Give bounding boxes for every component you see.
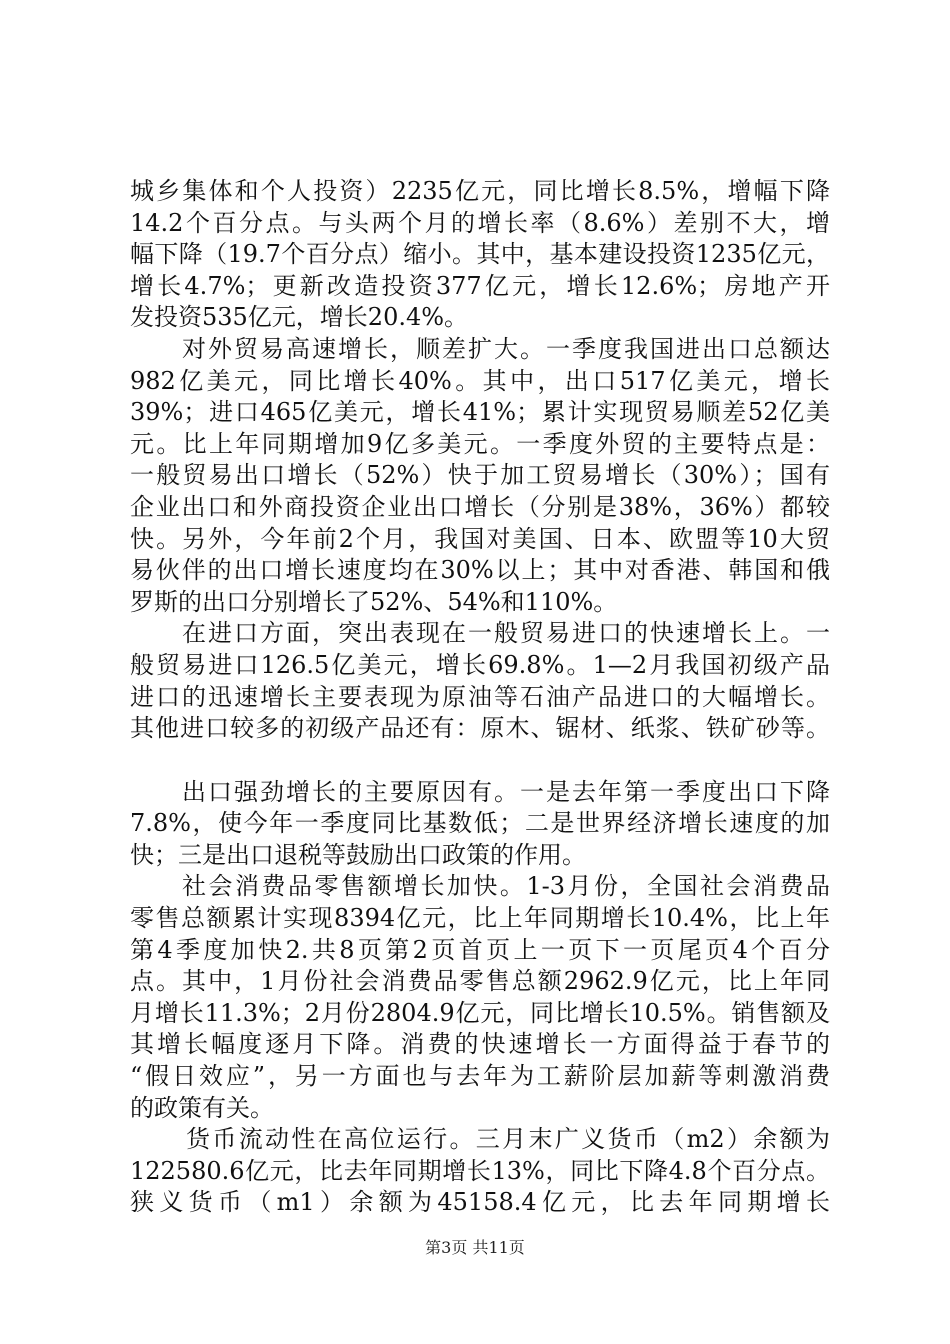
text-line: 的政策有关。 (130, 1093, 274, 1122)
document-body (130, 176, 830, 1219)
text-line: 点。其中，1月份社会消费品零售总额2962.9亿元，比上年同 (130, 967, 830, 996)
text-line: 982亿美元，同比增长40%。其中，出口517亿美元，增长 (130, 366, 830, 395)
text-line: 一般贸易出口增长（52%）快于加工贸易增长（30%）；国有 (130, 461, 830, 490)
text-line: 快；三是出口退税等鼓励出口政策的作用。 (130, 840, 586, 869)
text-line: 城乡集体和个人投资）2235亿元，同比增长8.5%，增幅下降 (130, 177, 830, 205)
text-line: 易伙伴的出口增长速度均在30%以上；其中对香港、韩国和俄 (130, 556, 830, 585)
text-line: 在进口方面，突出表现在一般贸易进口的快速增长上。一 (182, 619, 830, 648)
text-line: 39%；进口465亿美元，增长41%；累计实现贸易顺差52亿美 (130, 398, 830, 427)
text-line: 进口的迅速增长主要表现为原油等石油产品进口的大幅增长。 (130, 682, 830, 711)
text-line: 货币流动性在高位运行。三月末广义货币（m2）余额为 (186, 1125, 830, 1154)
text-line: 快。另外，今年前2个月，我国对美国、日本、欧盟等10大贸 (130, 524, 830, 553)
text-line: 月增长11.3%；2月份2804.9亿元，同比增长10.5%。销售额及 (130, 998, 830, 1027)
text-line: 幅下降（19.7个百分点）缩小。其中，基本建设投资1235亿元， (130, 240, 830, 269)
text-line: 零售总额累计实现8394亿元，比上年同期增长10.4%，比上年 (130, 904, 830, 933)
paragraph-gap (130, 745, 830, 777)
text-line: 其增长幅度逐月下降。消费的快速增长一方面得益于春节的 (130, 1030, 830, 1059)
text-line: 第4季度加快2.共8页第2页首页上一页下一页尾页4个百分 (130, 935, 830, 964)
text-line: 其他进口较多的初级产品还有：原木、锯材、纸浆、铁矿砂等。 (130, 714, 830, 743)
text-line: 罗斯的出口分别增长了52%、54%和110%。 (130, 587, 618, 616)
text-line: 企业出口和外商投资企业出口增长（分别是38%，36%）都较 (130, 492, 830, 521)
text-line: 对外贸易高速增长，顺差扩大。一季度我国进出口总额达 (182, 334, 830, 363)
text-line: 7.8%，使今年一季度同比基数低；二是世界经济增长速度的加 (130, 809, 830, 838)
text-line: “假日效应”，另一方面也与去年为工薪阶层加薪等刺激消费 (130, 1062, 830, 1091)
page-footer: 第3页 共11页 (425, 1238, 525, 1257)
text-line: 出口强劲增长的主要原因有。一是去年第一季度出口下降 (182, 777, 830, 806)
text-line: 元。比上年同期增加9亿多美元。一季度外贸的主要特点是： (130, 429, 830, 458)
text-line: 般贸易进口126.5亿美元，增长69.8%。1—2月我国初级产品 (130, 650, 830, 679)
text-line: 14.2个百分点。与头两个月的增长率（8.6%）差别不大，增 (130, 208, 830, 237)
text-line: 社会消费品零售额增长加快。1-3月份，全国社会消费品 (182, 872, 830, 901)
text-line: 122580.6亿元，比去年同期增长13%，同比下降4.8个百分点。 (130, 1156, 830, 1185)
text-line: 狭义货币（m1）余额为45158.4亿元，比去年同期增长 (130, 1188, 830, 1217)
text-line: 发投资535亿元，增长20.4%。 (130, 303, 469, 332)
text-line: 增长4.7%；更新改造投资377亿元，增长12.6%；房地产开 (130, 271, 830, 300)
